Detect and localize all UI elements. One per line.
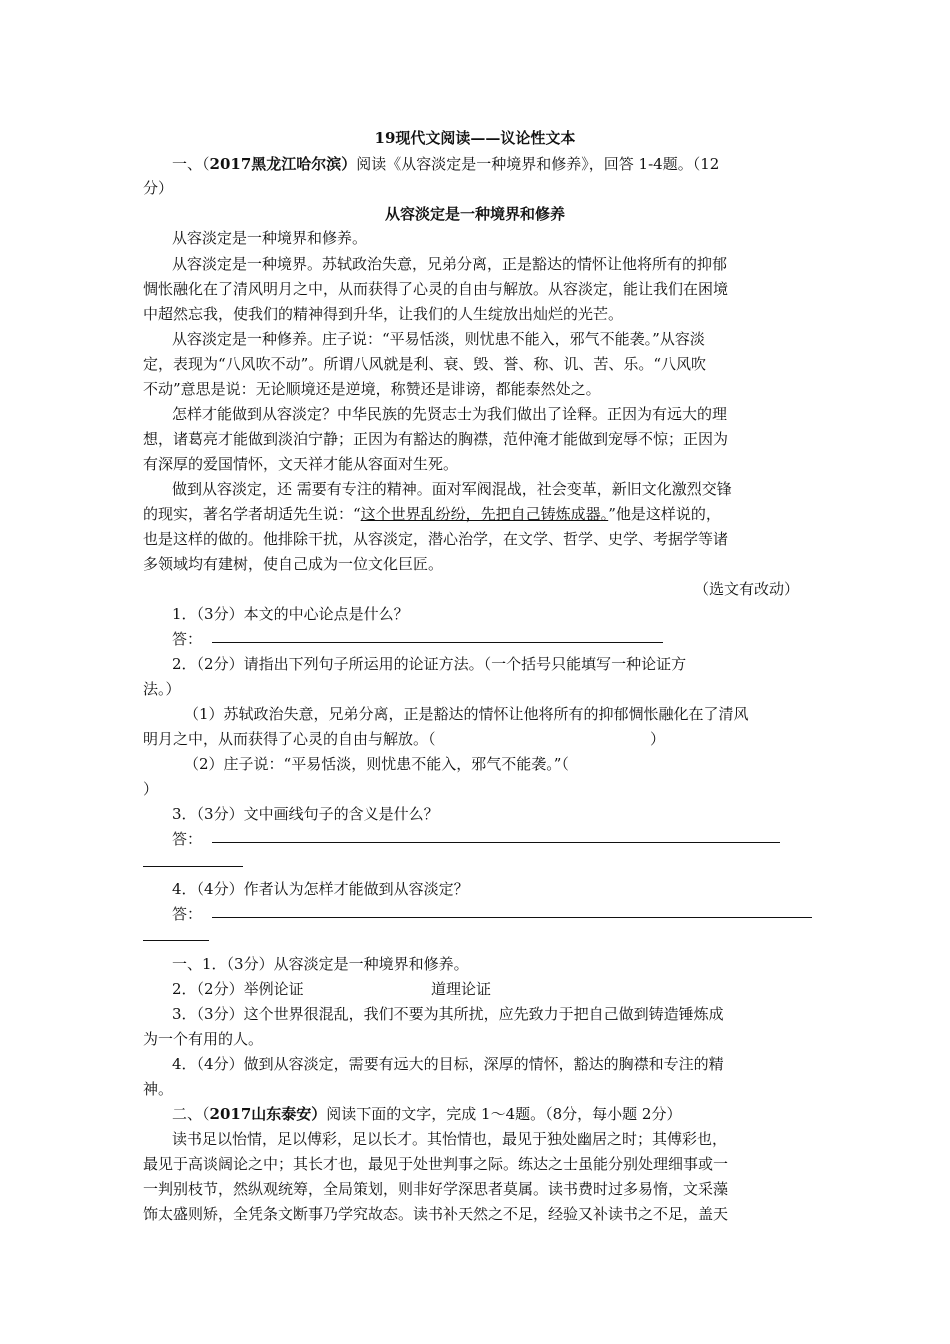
essay-paragraph-4-line: 怎样才能做到从容淡定？中华民族的先贤志士为我们做出了诠释。正因为有远大的理: [172, 405, 728, 423]
answer-3-line: 为一个有用的人。: [143, 1030, 264, 1048]
section2-intro: [172, 1104, 681, 1124]
quote-lead: 的现实，著名学者胡适先生说：“: [143, 505, 361, 523]
answer-blank-3[interactable]: [212, 842, 780, 843]
answer-2a: 2．（2分）举例论证: [172, 980, 304, 998]
essay-paragraph-4-line: 有深厚的爱国情怀，文天祥才能从容面对生死。: [143, 455, 459, 473]
answer-label: 答：: [172, 630, 203, 648]
section1-instruction: 阅读《从容淡定是一种境界和修养》，回答 1-4题。（12: [356, 155, 720, 173]
essay-paragraph-4-line: 想，诸葛亮才能做到淡泊宁静；正因为有豁达的胸襟，范仲淹才能做到宠辱不惊；正因为: [143, 430, 729, 448]
section2-source: 2017山东泰安）: [209, 1105, 327, 1123]
essay-paragraph-5-line: 多领域均有建树，使自己成为一位文化巨匠。: [143, 555, 444, 573]
essay-paragraph-2-line: 中超然忘我，使我们的精神得到升华，让我们的人生绽放出灿烂的光芒。: [143, 305, 624, 323]
essay-paragraph-3-line: 从容淡定是一种修养。庄子说：“平易恬淡，则忧患不能入，邪气不能袭。”从容淡: [172, 330, 705, 348]
answer-1: 一、1．（3分）从容淡定是一种境界和修养。: [172, 955, 469, 973]
answer-4-line: 4．（4分）做到从容淡定，需要有远大的目标，深厚的情怀，豁达的胸襟和专注的精: [172, 1055, 724, 1073]
answer-2b: 道理论证: [431, 980, 492, 998]
section1-intro-cont: 分）: [143, 179, 174, 197]
essay-paragraph-5-line: 做到从容淡定，还 需要有专注的精神。面对军阀混战，社会变革，新旧文化激烈交锋: [172, 480, 732, 498]
question-3: 3．（3分）文中画线句子的含义是什么？: [172, 805, 439, 823]
section2-prefix: 二、（: [172, 1105, 210, 1123]
answer-blank-1[interactable]: [212, 642, 663, 643]
question-2-1-line: （1）苏轼政治失意，兄弟分离，正是豁达的情怀让他将所有的抑郁惆怅融化在了清风: [184, 705, 749, 723]
source-note: （选文有改动）: [694, 580, 800, 598]
quote-trail: ”他是这样说的，: [608, 505, 721, 523]
essay-paragraph-5-line: 也是这样的做的。他排除干扰，从容淡定，潜心治学，在文学、哲学、史学、考据学等诸: [143, 530, 729, 548]
essay-paragraph-5-line: [143, 504, 721, 524]
essay-paragraph-2-line: 惆怅融化在了清风明月之中，从而获得了心灵的自由与解放。从容淡定，能让我们在困境: [143, 280, 729, 298]
question-2-1-line: 明月之中，从而获得了心灵的自由与解放。（: [143, 730, 436, 748]
answer-3-line: 3．（3分）这个世界很混乱，我们不要为其所扰，应先致力于把自己做到铸造锤炼成: [172, 1005, 724, 1023]
answer-label: 答：: [172, 830, 203, 848]
question-1: 1．（3分）本文的中心论点是什么？: [172, 605, 409, 623]
question-4: 4．（4分）作者认为怎样才能做到从容淡定？: [172, 880, 469, 898]
section1-prefix: 一、（: [172, 155, 210, 173]
essay-paragraph-3-line: 定，表现为“八风吹不动”。所谓八风就是利、衰、毁、誉、称、讥、苦、乐。“八风吹: [143, 355, 707, 373]
section1-source: 2017黑龙江哈尔滨）: [209, 155, 357, 173]
question-2-line: 2．（2分）请指出下列句子所运用的论证方法。（一个括号只能填写一种论证方: [172, 655, 687, 673]
essay-title: 从容淡定是一种境界和修养: [384, 205, 565, 223]
section2-text-line: 最见于高谈阔论之中；其长才也，最见于处世判事之际。练达之士虽能分别处理细事或一: [143, 1155, 729, 1173]
section2-text-line: 饰太盛则矫，全凭条文断事乃学究故态。读书补天然之不足，经验又补读书之不足，盖天: [143, 1205, 729, 1223]
section2-text-line: 一判别枝节，然纵观统筹，全局策划，则非好学深思者莫属。读书费时过多易惰，文采藻: [143, 1180, 729, 1198]
essay-paragraph-3-line: 不动”意思是说：无论顺境还是逆境，称赞还是诽谤，都能泰然处之。: [143, 380, 601, 398]
question-2-line: 法。）: [143, 680, 181, 698]
section2-text-line: 读书足以怡情，足以傅彩，足以长才。其怡情也，最见于独处幽居之时；其傅彩也，: [172, 1130, 728, 1148]
doc-title: 19现代文阅读——议论性文本: [374, 129, 576, 147]
question-2-1-close-paren: ）: [650, 730, 666, 748]
essay-paragraph-1: 从容淡定是一种境界和修养。: [172, 229, 368, 247]
answer-4-line: 神。: [143, 1080, 174, 1098]
answer-blank-4[interactable]: [212, 917, 812, 918]
section2-instruction: 阅读下面的文字，完成 1～4题。（8分，每小题 2分）: [326, 1105, 682, 1123]
essay-paragraph-2-line: 从容淡定是一种境界。苏轼政治失意，兄弟分离，正是豁达的情怀让他将所有的抑郁: [172, 255, 728, 273]
answer-label: 答：: [172, 905, 203, 923]
section1-intro: [172, 154, 719, 174]
underlined-sentence: 这个世界乱纷纷，先把自己铸炼成器。: [360, 505, 609, 523]
question-2-2-close-paren: ）: [143, 780, 159, 798]
answer-blank-4-cont[interactable]: [143, 940, 209, 941]
question-2-2-line: （2）庄子说：“平易恬淡，则忧患不能入，邪气不能袭。”（: [184, 755, 569, 773]
answer-blank-3-cont[interactable]: [143, 866, 243, 867]
